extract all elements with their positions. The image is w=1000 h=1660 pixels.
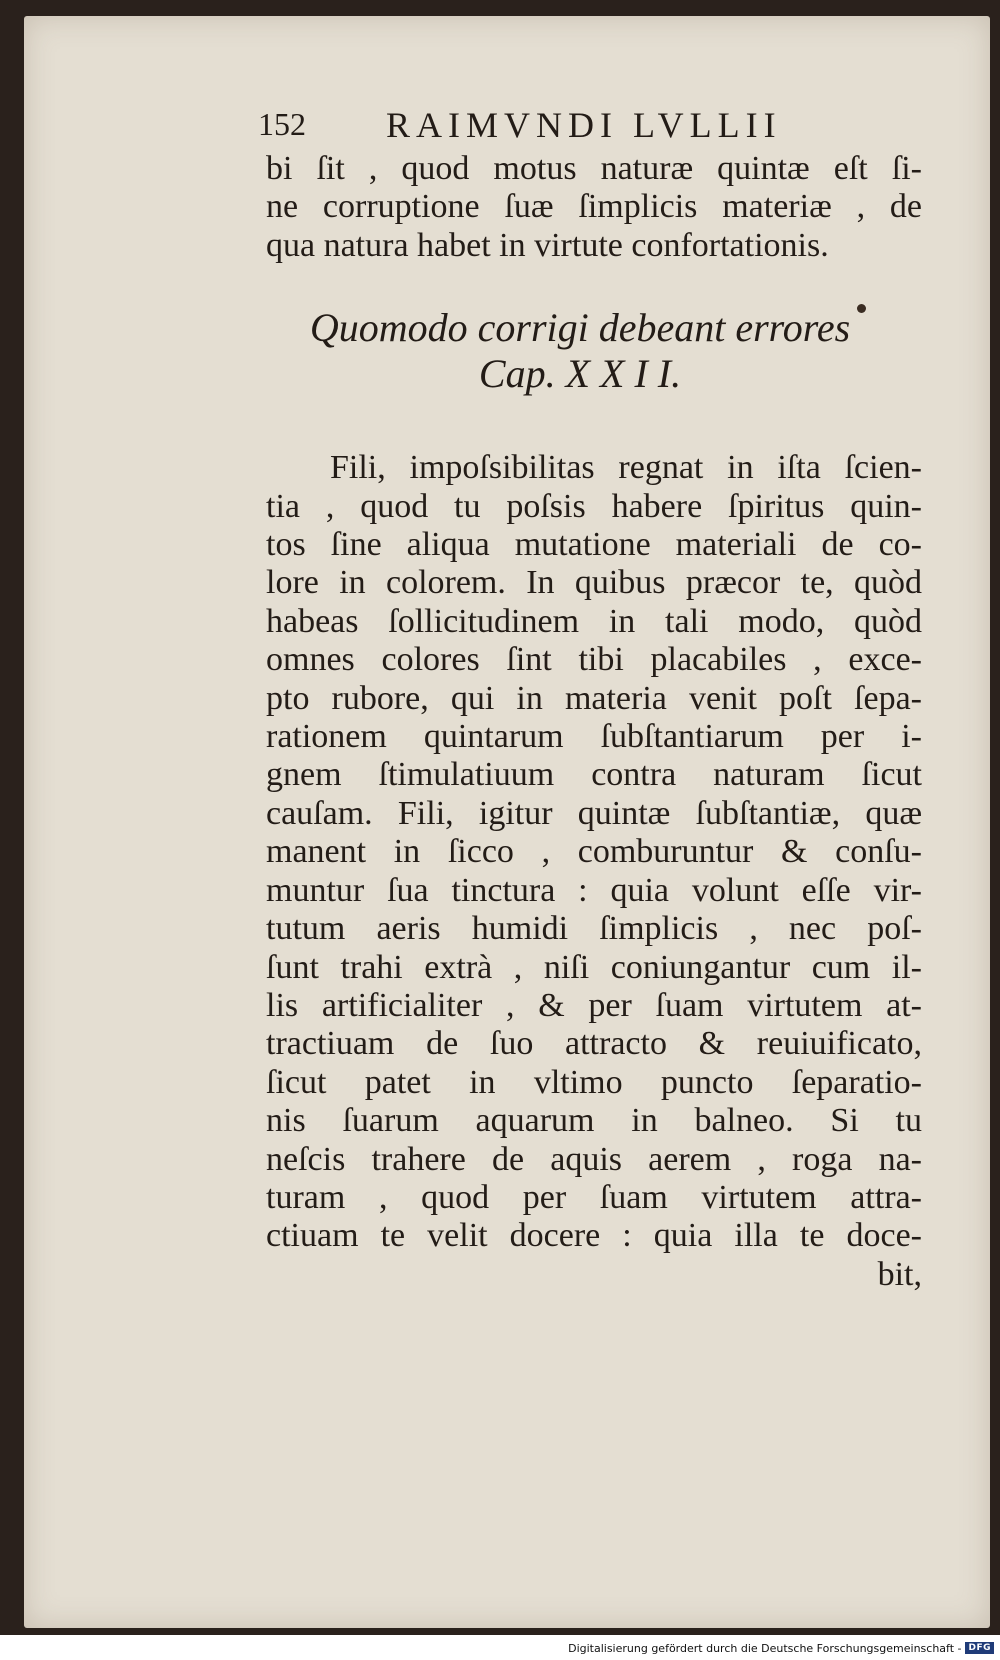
text-line: pto rubore, qui in materia venit poſt ſepa-: [266, 679, 922, 717]
credit-text: Digitalisierung gefördert durch die Deutsche Forschungsgemeinschaft -: [568, 1641, 962, 1655]
running-head: [238, 100, 922, 150]
text-line: tractiuam de ſuo attracto & reuiuificato,: [266, 1025, 922, 1063]
chapter-paragraph: [238, 449, 922, 1294]
text-line: tutum aeris humidi ſimplicis , nec poſ-: [266, 910, 922, 948]
text-line: neſcis trahere de aquis aerem , roga na-: [266, 1140, 922, 1178]
text-line: gnem ſtimulatiuum contra naturam ſicut: [266, 756, 922, 794]
paragraph-continued: [238, 150, 922, 265]
text-line: ſicut patet in vltimo puncto ſeparatio-: [266, 1063, 922, 1101]
text-line: ſunt trahi extrà , niſi coniungantur cum il-: [266, 948, 922, 986]
chapter-number: Cap. X X I I.: [478, 351, 682, 397]
text-line: ctiuam te velit docere : quia illa te doce-: [266, 1217, 922, 1255]
digitization-credit: [568, 1640, 994, 1656]
chapter-heading: Quomodo corrigi debeant errores: [309, 305, 851, 351]
text-line: omnes colores ſint tibi placabiles , exce-: [266, 641, 922, 679]
running-title: RAIMVNDI LVLLII: [386, 105, 782, 145]
text-line: manent in ſicco , comburuntur & conſu-: [266, 833, 922, 871]
text-line: ne corruptione ſuæ ſimplicis materiæ , de: [266, 188, 922, 226]
text-line: tia , quod tu poſsis habere ſpiritus quin-: [266, 487, 922, 525]
dfg-logo: DFG: [965, 1642, 994, 1654]
text-line: lore in colorem. In quibus præcor te, quòd: [266, 564, 922, 602]
text-line: muntur ſua tinctura : quia volunt eſſe vir-: [266, 871, 922, 909]
text-line: tos ſine aliqua mutatione materiali de co-: [266, 526, 922, 564]
catchword: bit,: [877, 1255, 922, 1293]
text-line: lis artificialiter , & per ſuam virtutem at-: [266, 986, 922, 1024]
text-line: turam , quod per ſuam virtutem attra-: [266, 1178, 922, 1216]
text-line: Fili, impoſsibilitas regnat in iſta ſcien-: [330, 449, 922, 487]
text-line: rationem quintarum ſubſtantiarum per i-: [266, 718, 922, 756]
text-line: cauſam. Fili, igitur quintæ ſubſtantiæ, quæ: [266, 794, 922, 832]
text-line: bi ſit , quod motus naturæ quintæ eſt ſi-: [266, 150, 922, 187]
text-line: nis ſuarum aquarum in balneo. Si tu: [266, 1102, 922, 1140]
text-line: qua natura habet in virtute confortationis.: [266, 226, 829, 264]
text-line: habeas ſollicitudinem in tali modo, quòd: [266, 602, 922, 640]
page-text-block: [238, 100, 922, 1294]
page-number: 152: [258, 106, 306, 142]
